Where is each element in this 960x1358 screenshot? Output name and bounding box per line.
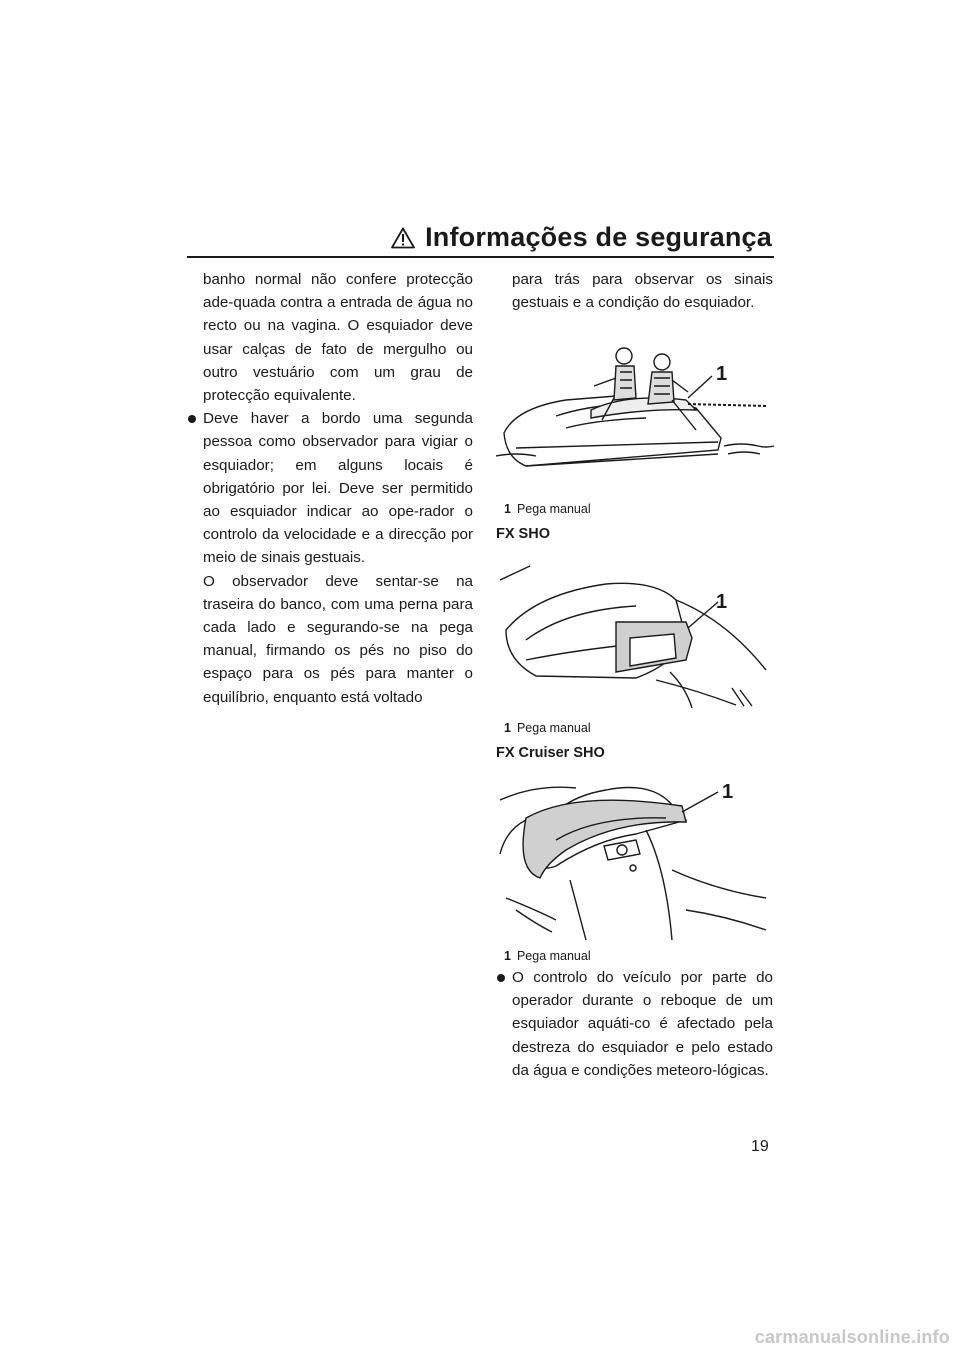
figure-caption — [504, 721, 591, 735]
paragraph: banho normal não confere protecção ade-quada contra a entrada de água no recto ou na vagina. O esquiador deve usar calças de fato de mergulho ou outro vestuário com um grau de protecção equivalente. — [203, 271, 473, 405]
callout-number: 1 — [722, 781, 734, 803]
fx-cruiser-sho-seat-illustration — [496, 770, 776, 940]
bullet-item — [496, 966, 773, 1082]
bullet-item — [187, 407, 473, 569]
callout-number: 1 — [716, 363, 728, 385]
bullet-text: O controlo do veículo por parte do operador durante o reboque de um esquiador aquáti-co é afectado pela destreza do esquiador e pelo estado da água e condições meteoro-lógicas. — [512, 969, 773, 1079]
caption-text: Pega manual — [516, 502, 591, 516]
warning-triangle-icon — [391, 227, 415, 249]
page-number: 19 — [751, 1138, 769, 1155]
caption-number: 1 — [504, 502, 511, 516]
paragraph: O observador deve sentar-se na traseira do banco, com uma perna para cada lado e segurando-se na pega manual, firmando os pés no piso do espaço para os pés para manter o equilíbrio, enquanto está voltado — [203, 572, 473, 706]
right-column — [496, 268, 773, 314]
watercraft-towing-illustration — [496, 338, 776, 478]
paragraph: para trás para observar os sinais gestuais e a condição do esquiador. — [512, 271, 773, 312]
model-label-fx-sho: FX SHO — [496, 526, 550, 542]
bullet-dot-icon — [497, 974, 505, 982]
header-rule — [187, 256, 774, 258]
figure-caption — [504, 502, 591, 516]
callout-number: 1 — [716, 591, 728, 613]
caption-text: Pega manual — [516, 721, 591, 735]
left-column — [187, 268, 473, 709]
bullet-text: Deve haver a bordo uma segunda pessoa como observador para vigiar o esquiador; em alguns locais é obrigatório por lei. Deve ser permitido ao esquiador indicar ao ope-rador o controlo da velocidade e a direcção por meio de sinais gestuais. — [203, 410, 473, 567]
bullet-dot-icon — [188, 415, 196, 423]
caption-number: 1 — [504, 949, 511, 963]
model-label-fx-cruiser-sho: FX Cruiser SHO — [496, 745, 605, 761]
caption-number: 1 — [504, 721, 511, 735]
caption-text: Pega manual — [516, 949, 591, 963]
page-title — [391, 222, 772, 253]
watermark: carmanualsonline.info — [754, 1327, 950, 1347]
figure-caption — [504, 949, 591, 963]
page-title-text: Informações de segurança — [425, 222, 772, 252]
right-column-bullet — [496, 966, 773, 1082]
fx-sho-seat-illustration — [496, 560, 776, 710]
